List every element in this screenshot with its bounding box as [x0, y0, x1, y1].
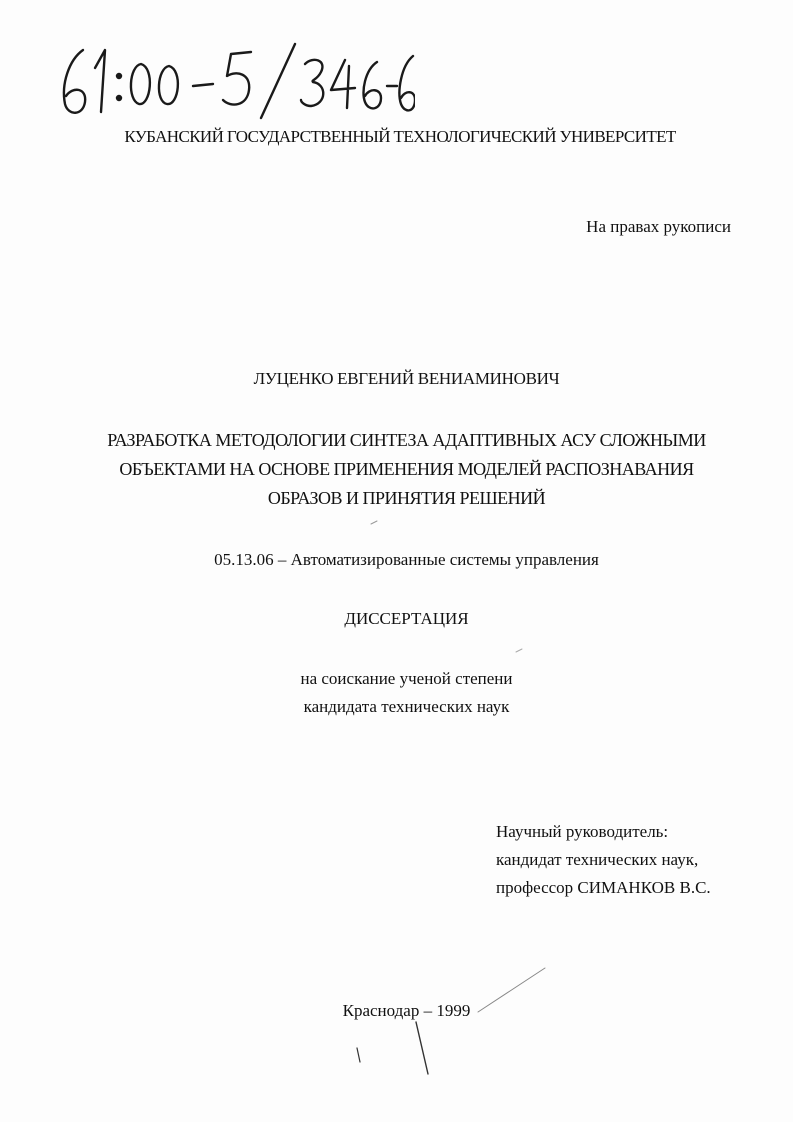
thesis-title-line: РАЗРАБОТКА МЕТОДОЛОГИИ СИНТЕЗА АДАПТИВНЫХ АСУ СЛОЖНЫМИ: [107, 430, 706, 450]
supervisor-line: профессор СИМАНКОВ В.С.: [496, 878, 711, 897]
supervisor-block: [496, 818, 711, 902]
document-type: ДИССЕРТАЦИЯ: [344, 609, 469, 628]
specialty-code: 05.13.06 – Автоматизированные системы управления: [214, 550, 599, 569]
rights-note: На правах рукописи: [586, 217, 731, 236]
supervisor-line: Научный руководитель:: [496, 822, 669, 841]
author-name: ЛУЦЕНКО ЕВГЕНИЙ ВЕНИАМИНОВИЧ: [253, 369, 560, 388]
supervisor-line: кандидат технических наук,: [496, 850, 699, 869]
thesis-title-line: ОБРАЗОВ И ПРИНЯТИЯ РЕШЕНИЙ: [267, 488, 546, 508]
degree-line: кандидата технических наук: [303, 697, 510, 716]
handwritten-archive-code: [55, 42, 415, 122]
thesis-title-line: ОБЪЕКТАМИ НА ОСНОВЕ ПРИМЕНЕНИЯ МОДЕЛЕЙ РАСПОЗНАВАНИЯ: [119, 459, 694, 479]
city-year: Краснодар – 1999: [342, 1001, 471, 1020]
university-name: КУБАНСКИЙ ГОСУДАРСТВЕННЫЙ ТЕХНОЛОГИЧЕСКИЙ УНИВЕРСИТЕТ: [124, 127, 676, 146]
degree-line: на соискание ученой степени: [300, 669, 513, 688]
